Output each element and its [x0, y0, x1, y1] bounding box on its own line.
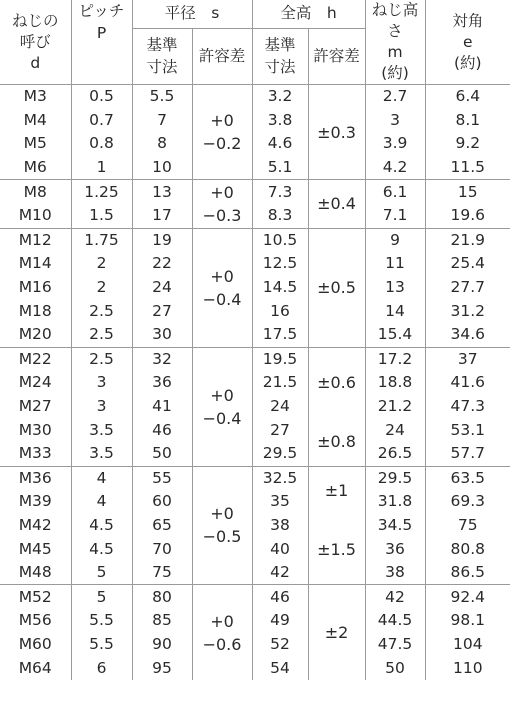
width-base-cell: 80	[132, 585, 192, 609]
width-base-cell: 70	[132, 537, 192, 561]
table-header	[0, 0, 510, 85]
thread-height-cell: 26.5	[365, 442, 425, 466]
thread-size-cell: M60	[18, 634, 52, 653]
header-thread-height: ねじ高さ m (約)	[365, 0, 425, 85]
pitch-cell: 4	[71, 466, 132, 490]
table-row	[0, 514, 510, 538]
pitch-cell: 2.5	[71, 347, 132, 371]
thread-size-cell: M33	[18, 444, 52, 463]
thread-size-cell: M45	[18, 539, 52, 558]
diagonal-cell: 21.9	[425, 228, 510, 252]
diagonal-cell: 75	[425, 514, 510, 538]
thread-height-cell: 3.9	[365, 132, 425, 156]
thread-size-cell: M64	[18, 658, 52, 677]
thread-size-cell: M10	[18, 206, 52, 225]
thread-height-cell: 9	[365, 228, 425, 252]
diagonal-cell: 37	[425, 347, 510, 371]
thread-size-cell: M36	[0, 466, 71, 490]
pitch-cell: 3.5	[71, 418, 132, 442]
thread-height-cell: 18.8	[365, 371, 425, 395]
width-base-cell: 10	[132, 156, 192, 180]
height-base-cell: 19.5	[252, 347, 308, 371]
height-base-cell: 49	[252, 609, 308, 633]
thread-height-cell: 4.2	[365, 156, 425, 180]
width-tolerance-cell: +0 −0.2	[192, 85, 252, 180]
height-base-cell: 4.6	[252, 132, 308, 156]
pitch-cell: 2	[71, 252, 132, 276]
header-thread-size: ねじの 呼び d	[0, 0, 71, 85]
diagonal-cell: 27.7	[425, 276, 510, 300]
height-base-cell: 42	[252, 561, 308, 585]
pitch-cell: 2.5	[71, 323, 132, 347]
table-row	[0, 228, 510, 252]
pitch-cell: 1.5	[71, 204, 132, 228]
header-height-base: 基準 寸法	[252, 28, 308, 84]
diagonal-cell: 110	[425, 656, 510, 680]
pitch-cell: 4.5	[71, 537, 132, 561]
table-row	[0, 109, 510, 133]
height-base-cell: 29.5	[252, 442, 308, 466]
height-base-cell: 3.8	[252, 109, 308, 133]
height-tolerance-cell: ±2	[308, 585, 365, 680]
thread-height-cell: 2.7	[365, 85, 425, 109]
table-row	[0, 323, 510, 347]
diagonal-cell: 34.6	[425, 323, 510, 347]
pitch-cell: 1.25	[71, 180, 132, 204]
thread-size-cell: M14	[18, 254, 52, 273]
table-row	[0, 609, 510, 633]
thread-height-cell: 3	[365, 109, 425, 133]
table-row	[0, 656, 510, 680]
width-base-cell: 17	[132, 204, 192, 228]
thread-height-cell: 42	[365, 585, 425, 609]
diagonal-cell: 57.7	[425, 442, 510, 466]
pitch-cell: 0.8	[71, 132, 132, 156]
width-base-cell: 30	[132, 323, 192, 347]
pitch-cell: 3	[71, 371, 132, 395]
height-base-cell: 5.1	[252, 156, 308, 180]
table-row	[0, 156, 510, 180]
table-row	[0, 347, 510, 371]
height-base-cell: 17.5	[252, 323, 308, 347]
height-tolerance-cell: ±1	[308, 466, 365, 514]
thread-height-cell: 29.5	[365, 466, 425, 490]
height-base-cell: 12.5	[252, 252, 308, 276]
diagonal-cell: 6.4	[425, 85, 510, 109]
thread-height-cell: 13	[365, 276, 425, 300]
pitch-cell: 2	[71, 276, 132, 300]
height-base-cell: 40	[252, 537, 308, 561]
height-base-cell: 46	[252, 585, 308, 609]
diagonal-cell: 41.6	[425, 371, 510, 395]
diagonal-cell: 69.3	[425, 490, 510, 514]
width-base-cell: 8	[132, 132, 192, 156]
width-base-cell: 95	[132, 656, 192, 680]
thread-height-cell: 31.8	[365, 490, 425, 514]
width-base-cell: 5.5	[132, 85, 192, 109]
height-base-cell: 35	[252, 490, 308, 514]
thread-size-cell: M12	[0, 228, 71, 252]
width-base-cell: 19	[132, 228, 192, 252]
height-base-cell: 21.5	[252, 371, 308, 395]
table-row	[0, 418, 510, 442]
width-base-cell: 27	[132, 299, 192, 323]
width-base-cell: 90	[132, 633, 192, 657]
table-row	[0, 490, 510, 514]
pitch-cell: 2.5	[71, 299, 132, 323]
height-base-cell: 27	[252, 418, 308, 442]
thread-size-cell: M16	[18, 278, 52, 297]
table-row	[0, 276, 510, 300]
width-base-cell: 55	[132, 466, 192, 490]
table-row	[0, 537, 510, 561]
diagonal-cell: 19.6	[425, 204, 510, 228]
height-base-cell: 3.2	[252, 85, 308, 109]
table-row	[0, 561, 510, 585]
width-base-cell: 75	[132, 561, 192, 585]
height-base-cell: 38	[252, 514, 308, 538]
thread-size-cell: M48	[18, 563, 52, 582]
width-base-cell: 13	[132, 180, 192, 204]
thread-height-cell: 24	[365, 418, 425, 442]
height-tolerance-cell: ±0.4	[308, 180, 365, 228]
height-base-cell: 10.5	[252, 228, 308, 252]
thread-size-cell: M24	[18, 373, 52, 392]
width-base-cell: 85	[132, 609, 192, 633]
diagonal-cell: 15	[425, 180, 510, 204]
width-base-cell: 36	[132, 371, 192, 395]
header-width-base: 基準 寸法	[132, 28, 192, 84]
table-row	[0, 132, 510, 156]
thread-height-cell: 47.5	[365, 633, 425, 657]
thread-height-cell: 21.2	[365, 395, 425, 419]
width-base-cell: 22	[132, 252, 192, 276]
header-height-tolerance: 許容差	[308, 28, 365, 84]
table-row	[0, 395, 510, 419]
pitch-cell: 5	[71, 561, 132, 585]
height-base-cell: 8.3	[252, 204, 308, 228]
pitch-cell: 4	[71, 490, 132, 514]
thread-height-cell: 50	[365, 656, 425, 680]
height-base-cell: 16	[252, 299, 308, 323]
table-row	[0, 299, 510, 323]
pitch-cell: 0.5	[71, 85, 132, 109]
height-base-cell: 52	[252, 633, 308, 657]
diagonal-cell: 8.1	[425, 109, 510, 133]
width-base-cell: 24	[132, 276, 192, 300]
height-base-cell: 7.3	[252, 180, 308, 204]
width-base-cell: 46	[132, 418, 192, 442]
diagonal-cell: 92.4	[425, 585, 510, 609]
thread-size-cell: M42	[18, 515, 52, 534]
header-width-across-flats: 平径 s	[132, 0, 252, 28]
diagonal-cell: 11.5	[425, 156, 510, 180]
diagonal-cell: 63.5	[425, 466, 510, 490]
thread-height-cell: 44.5	[365, 609, 425, 633]
height-base-cell: 32.5	[252, 466, 308, 490]
table-row	[0, 466, 510, 490]
thread-size-cell: M22	[0, 347, 71, 371]
pitch-cell: 5.5	[71, 609, 132, 633]
thread-height-cell: 6.1	[365, 180, 425, 204]
width-tolerance-cell: +0 −0.5	[192, 466, 252, 585]
table-body	[0, 85, 510, 680]
pitch-cell: 1	[71, 156, 132, 180]
height-tolerance-cell: ±0.3	[308, 85, 365, 180]
header-pitch: ピッチ P	[71, 0, 132, 85]
thread-size-cell: M8	[0, 180, 71, 204]
header-width-tolerance: 許容差	[192, 28, 252, 84]
header-diagonal: 対角 e (約)	[425, 0, 510, 85]
height-tolerance-cell: ±0.5	[308, 228, 365, 347]
table-row	[0, 85, 510, 109]
thread-size-cell: M3	[0, 85, 71, 109]
thread-height-cell: 34.5	[365, 514, 425, 538]
pitch-cell: 5	[71, 585, 132, 609]
pitch-cell: 1.75	[71, 228, 132, 252]
diagonal-cell: 53.1	[425, 418, 510, 442]
width-base-cell: 41	[132, 395, 192, 419]
width-base-cell: 7	[132, 109, 192, 133]
thread-size-cell: M30	[18, 420, 52, 439]
height-tolerance-cell: ±0.8	[308, 418, 365, 466]
table-row	[0, 442, 510, 466]
table-row	[0, 252, 510, 276]
thread-size-cell: M18	[18, 301, 52, 320]
width-base-cell: 50	[132, 442, 192, 466]
thread-size-cell: M56	[18, 611, 52, 630]
diagonal-cell: 80.8	[425, 537, 510, 561]
width-tolerance-cell: +0 −0.6	[192, 585, 252, 680]
table-row	[0, 633, 510, 657]
thread-size-cell: M6	[23, 158, 47, 177]
height-base-cell: 14.5	[252, 276, 308, 300]
diagonal-cell: 31.2	[425, 299, 510, 323]
thread-size-cell: M52	[0, 585, 71, 609]
height-base-cell: 54	[252, 656, 308, 680]
diagonal-cell: 104	[425, 633, 510, 657]
pitch-cell: 4.5	[71, 514, 132, 538]
table-row	[0, 585, 510, 609]
width-base-cell: 32	[132, 347, 192, 371]
thread-height-cell: 14	[365, 299, 425, 323]
height-base-cell: 24	[252, 395, 308, 419]
pitch-cell: 6	[71, 656, 132, 680]
width-base-cell: 60	[132, 490, 192, 514]
height-tolerance-cell: ±1.5	[308, 514, 365, 585]
pitch-cell: 5.5	[71, 633, 132, 657]
thread-size-cell: M4	[23, 110, 47, 129]
thread-size-cell: M39	[18, 492, 52, 511]
thread-height-cell: 11	[365, 252, 425, 276]
width-base-cell: 65	[132, 514, 192, 538]
table-row	[0, 204, 510, 228]
pitch-cell: 3.5	[71, 442, 132, 466]
height-tolerance-cell: ±0.6	[308, 347, 365, 418]
diagonal-cell: 47.3	[425, 395, 510, 419]
diagonal-cell: 9.2	[425, 132, 510, 156]
width-tolerance-cell: +0 −0.4	[192, 347, 252, 466]
thread-height-cell: 17.2	[365, 347, 425, 371]
width-tolerance-cell: +0 −0.3	[192, 180, 252, 228]
width-tolerance-cell: +0 −0.4	[192, 228, 252, 347]
thread-size-cell: M5	[23, 134, 47, 153]
table-row	[0, 371, 510, 395]
thread-size-cell: M27	[18, 397, 52, 416]
thread-height-cell: 7.1	[365, 204, 425, 228]
thread-size-cell: M20	[18, 325, 52, 344]
table-row	[0, 180, 510, 204]
thread-height-cell: 38	[365, 561, 425, 585]
pitch-cell: 3	[71, 395, 132, 419]
thread-height-cell: 15.4	[365, 323, 425, 347]
thread-height-cell: 36	[365, 537, 425, 561]
diagonal-cell: 25.4	[425, 252, 510, 276]
diagonal-cell: 98.1	[425, 609, 510, 633]
header-overall-height: 全高 h	[252, 0, 365, 28]
diagonal-cell: 86.5	[425, 561, 510, 585]
pitch-cell: 0.7	[71, 109, 132, 133]
